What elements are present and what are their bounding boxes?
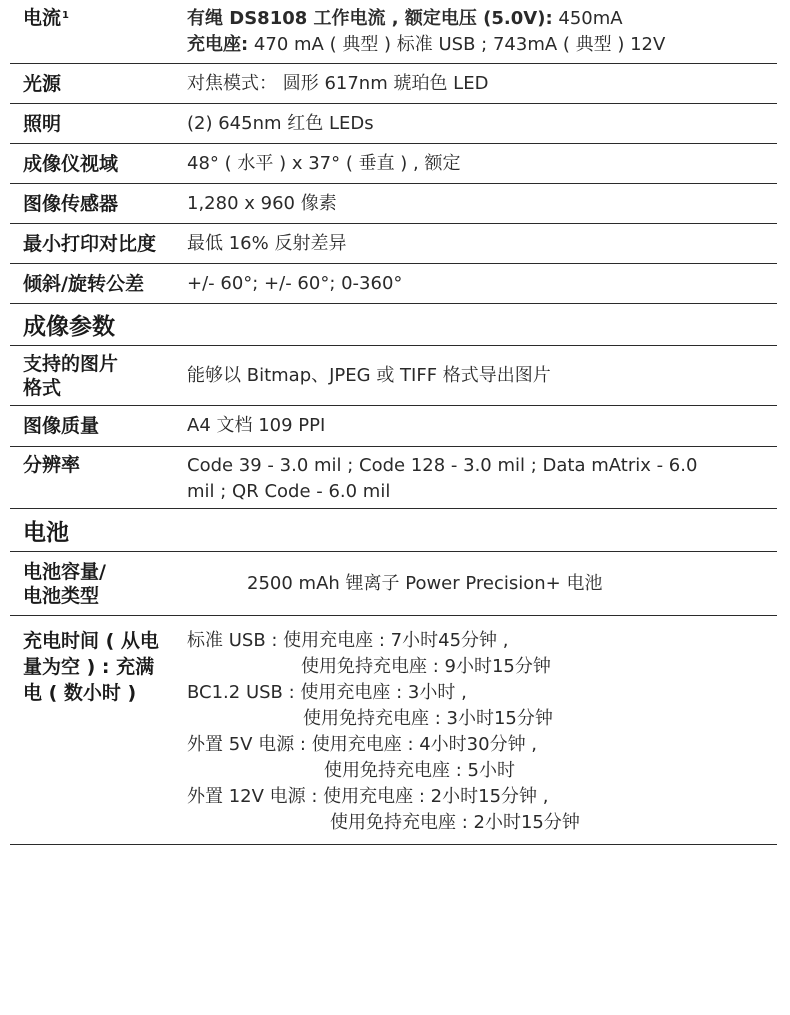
label-line: 量为空 ) : 充满 xyxy=(23,656,155,678)
spec-row-light-source xyxy=(10,64,777,104)
current-line2-value: 470 mA ( 典型 ) 标准 USB ; 743mA ( 典型 ) 12V xyxy=(248,34,666,55)
spec-value: +/- 60°; +/- 60°; 0-360° xyxy=(187,272,403,294)
spec-value xyxy=(187,0,777,63)
footnote-marker: 1 xyxy=(62,10,69,21)
section-heading-imaging xyxy=(10,304,777,346)
spec-label xyxy=(10,352,187,400)
spec-label: 分辨率 xyxy=(23,454,81,476)
spec-value: 能够以 Bitmap、JPEG 或 TIFF 格式导出图片 xyxy=(187,364,551,386)
spec-value xyxy=(187,616,777,844)
charge-line: 使用免持充电座 : 3小时15分钟 xyxy=(303,708,553,729)
charge-line: 外置 5V 电源 : 使用充电座 : 4小时30分钟 , xyxy=(187,734,538,755)
spec-value: 2500 mAh 锂离子 Power Precision+ 电池 xyxy=(247,572,603,594)
spec-label: 成像仪视域 xyxy=(23,152,119,175)
spec-label: 光源 xyxy=(23,72,62,95)
spec-label: 照明 xyxy=(23,112,62,135)
spec-value xyxy=(187,447,777,508)
spec-row-charge-time xyxy=(10,616,777,845)
current-label: 电流 xyxy=(23,7,62,29)
spec-row-fov xyxy=(10,144,777,184)
spec-table xyxy=(10,0,777,845)
value-line: mil ; QR Code - 6.0 mil xyxy=(187,481,391,502)
spec-label xyxy=(10,560,187,608)
current-line1-heading: 有绳 DS8108 工作电流 , 额定电压 (5.0V): xyxy=(187,8,553,29)
spec-row-tilt xyxy=(10,264,777,304)
spec-value: 48° ( 水平 ) x 37° ( 垂直 ) , 额定 xyxy=(187,152,461,174)
spec-row-image-formats xyxy=(10,346,777,406)
spec-label: 图像传感器 xyxy=(23,192,119,215)
spec-row-sensor xyxy=(10,184,777,224)
section-title: 电池 xyxy=(23,519,69,546)
label-line: 格式 xyxy=(23,376,62,399)
spec-label: 倾斜/旋转公差 xyxy=(23,272,144,295)
spec-label xyxy=(10,0,187,63)
spec-value: 最低 16% 反射差异 xyxy=(187,232,347,254)
section-heading-battery xyxy=(10,509,777,552)
spec-value: A4 文档 109 PPI xyxy=(187,415,326,436)
current-line2-heading: 充电座: xyxy=(187,34,249,55)
label-line: 电池容量/ xyxy=(23,560,106,583)
spec-row-contrast xyxy=(10,224,777,264)
value-line: Code 39 - 3.0 mil ; Code 128 - 3.0 mil ; Data mAtrix - 6.0 xyxy=(187,455,698,476)
spec-value: 对焦模式： 圆形 617nm 琥珀色 LED xyxy=(187,72,489,94)
spec-value: 1,280 x 960 像素 xyxy=(187,192,337,214)
label-line: 电池类型 xyxy=(23,584,100,607)
label-line: 充电时间 ( 从电 xyxy=(23,630,159,652)
charge-line: 使用免持充电座 : 9小时15分钟 xyxy=(301,656,551,677)
charge-line: 使用免持充电座 : 5小时 xyxy=(324,760,515,781)
spec-label: 最小打印对比度 xyxy=(23,232,157,255)
spec-row-current xyxy=(10,0,777,64)
spec-row-resolution xyxy=(10,447,777,509)
spec-label: 图像质量 xyxy=(23,415,100,437)
spec-row-image-quality xyxy=(10,406,777,447)
charge-line: BC1.2 USB : 使用充电座 : 3小时 , xyxy=(187,682,467,703)
charge-line: 标准 USB : 使用充电座 : 7小时45分钟 , xyxy=(187,630,509,651)
section-title: 成像参数 xyxy=(23,314,115,340)
charge-line: 外置 12V 电源 : 使用充电座 : 2小时15分钟 , xyxy=(187,786,549,807)
label-line: 电 ( 数小时 ) xyxy=(23,682,137,704)
label-line: 支持的图片 xyxy=(23,352,119,375)
spec-label xyxy=(10,616,187,844)
spec-row-illumination xyxy=(10,104,777,144)
spec-value: (2) 645nm 红色 LEDs xyxy=(187,112,374,134)
charge-line: 使用免持充电座 : 2小时15分钟 xyxy=(330,812,580,833)
spec-row-battery-capacity xyxy=(10,552,777,616)
current-line1-value: 450mA xyxy=(552,8,623,29)
